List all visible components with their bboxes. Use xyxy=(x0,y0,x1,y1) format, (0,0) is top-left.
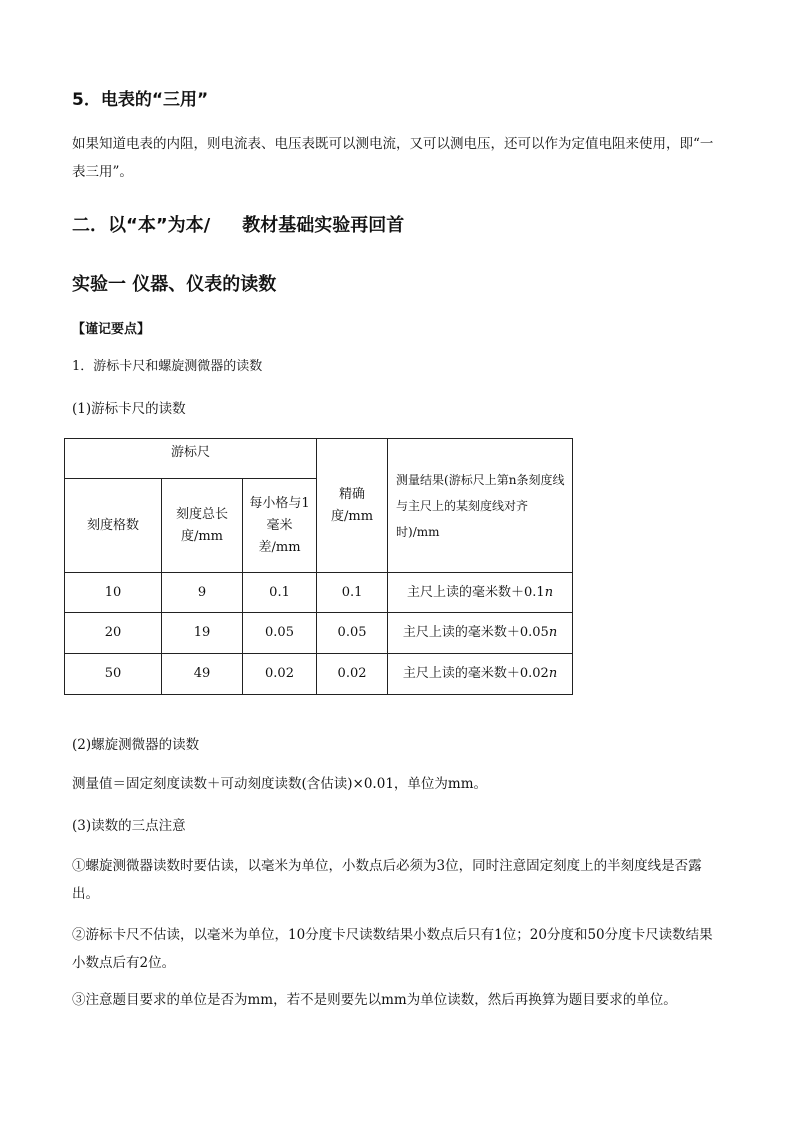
item-1-heading: 1．游标卡尺和螺旋测微器的读数 xyxy=(72,359,263,374)
cell-divisions: 50 xyxy=(65,654,162,695)
table-header-length: 刻度总长度/mm xyxy=(162,479,243,573)
cell-precision: 0.05 xyxy=(317,613,388,654)
table-row xyxy=(65,573,573,613)
cell-precision: 0.1 xyxy=(317,573,388,613)
cell-divisions: 20 xyxy=(65,613,162,654)
cell-result: 主尺上读的毫米数＋0.1n xyxy=(388,573,573,613)
table-header-result: 测量结果(游标尺上第n条刻度线与主尺上的某刻度线对齐时)/mm xyxy=(388,439,573,573)
vernier-caliper-table xyxy=(64,438,573,695)
table-header-group: 游标尺 xyxy=(65,439,317,479)
note-1: ①螺旋测微器读数时要估读，以毫米为单位，小数点后必须为3位，同时注意固定刻度上的半刻度线是否露出。 xyxy=(72,858,702,902)
note-2: ②游标卡尺不估读，以毫米为单位，10分度卡尺读数结果小数点后只有1位；20分度和50分度卡尺读数结果小数点后有2位。 xyxy=(72,927,713,971)
cell-result: 主尺上读的毫米数＋0.05n xyxy=(388,613,573,654)
table-header-precision: 精确度/mm xyxy=(317,439,388,573)
section-2-heading-part-b: 教材基础实验再回首 xyxy=(242,215,405,236)
item-1-3-heading: (3)读数的三点注意 xyxy=(72,818,186,834)
item-1-2-heading: (2)螺旋测微器的读数 xyxy=(72,737,200,753)
cell-divisions: 10 xyxy=(65,573,162,613)
note-3: ③注意题目要求的单位是否为mm，若不是则要先以mm为单位读数，然后再换算为题目要求的单位。 xyxy=(72,992,677,1008)
section-2-heading-part-a: 二．以“本”为本/ xyxy=(72,215,211,236)
section-2-heading xyxy=(72,211,404,237)
cell-precision: 0.02 xyxy=(317,654,388,695)
micrometer-formula: 测量值＝固定刻度读数＋可动刻度读数(含估读)×0.01，单位为mm。 xyxy=(72,776,488,792)
cell-length: 9 xyxy=(162,573,243,613)
cell-diff: 0.05 xyxy=(243,613,317,654)
section-5-heading: 5．电表的“三用” xyxy=(72,90,209,110)
cell-diff: 0.02 xyxy=(243,654,317,695)
table-header-divisions: 刻度格数 xyxy=(65,479,162,573)
table-row xyxy=(65,613,573,654)
cell-diff: 0.1 xyxy=(243,573,317,613)
table-header-diff: 每小格与1毫米差/mm xyxy=(243,479,317,573)
cell-length: 49 xyxy=(162,654,243,695)
table-row xyxy=(65,654,573,695)
key-points-label: 【谨记要点】 xyxy=(72,322,151,337)
experiment-title: 实验一 仪器、仪表的读数 xyxy=(72,274,277,295)
item-1-1-heading: (1)游标卡尺的读数 xyxy=(72,401,186,417)
section-5-paragraph: 如果知道电表的内阻，则电流表、电压表既可以测电流，又可以测电压，还可以作为定值电阻来使用，即“一表三用”。 xyxy=(72,136,714,180)
cell-result: 主尺上读的毫米数＋0.02n xyxy=(388,654,573,695)
cell-length: 19 xyxy=(162,613,243,654)
